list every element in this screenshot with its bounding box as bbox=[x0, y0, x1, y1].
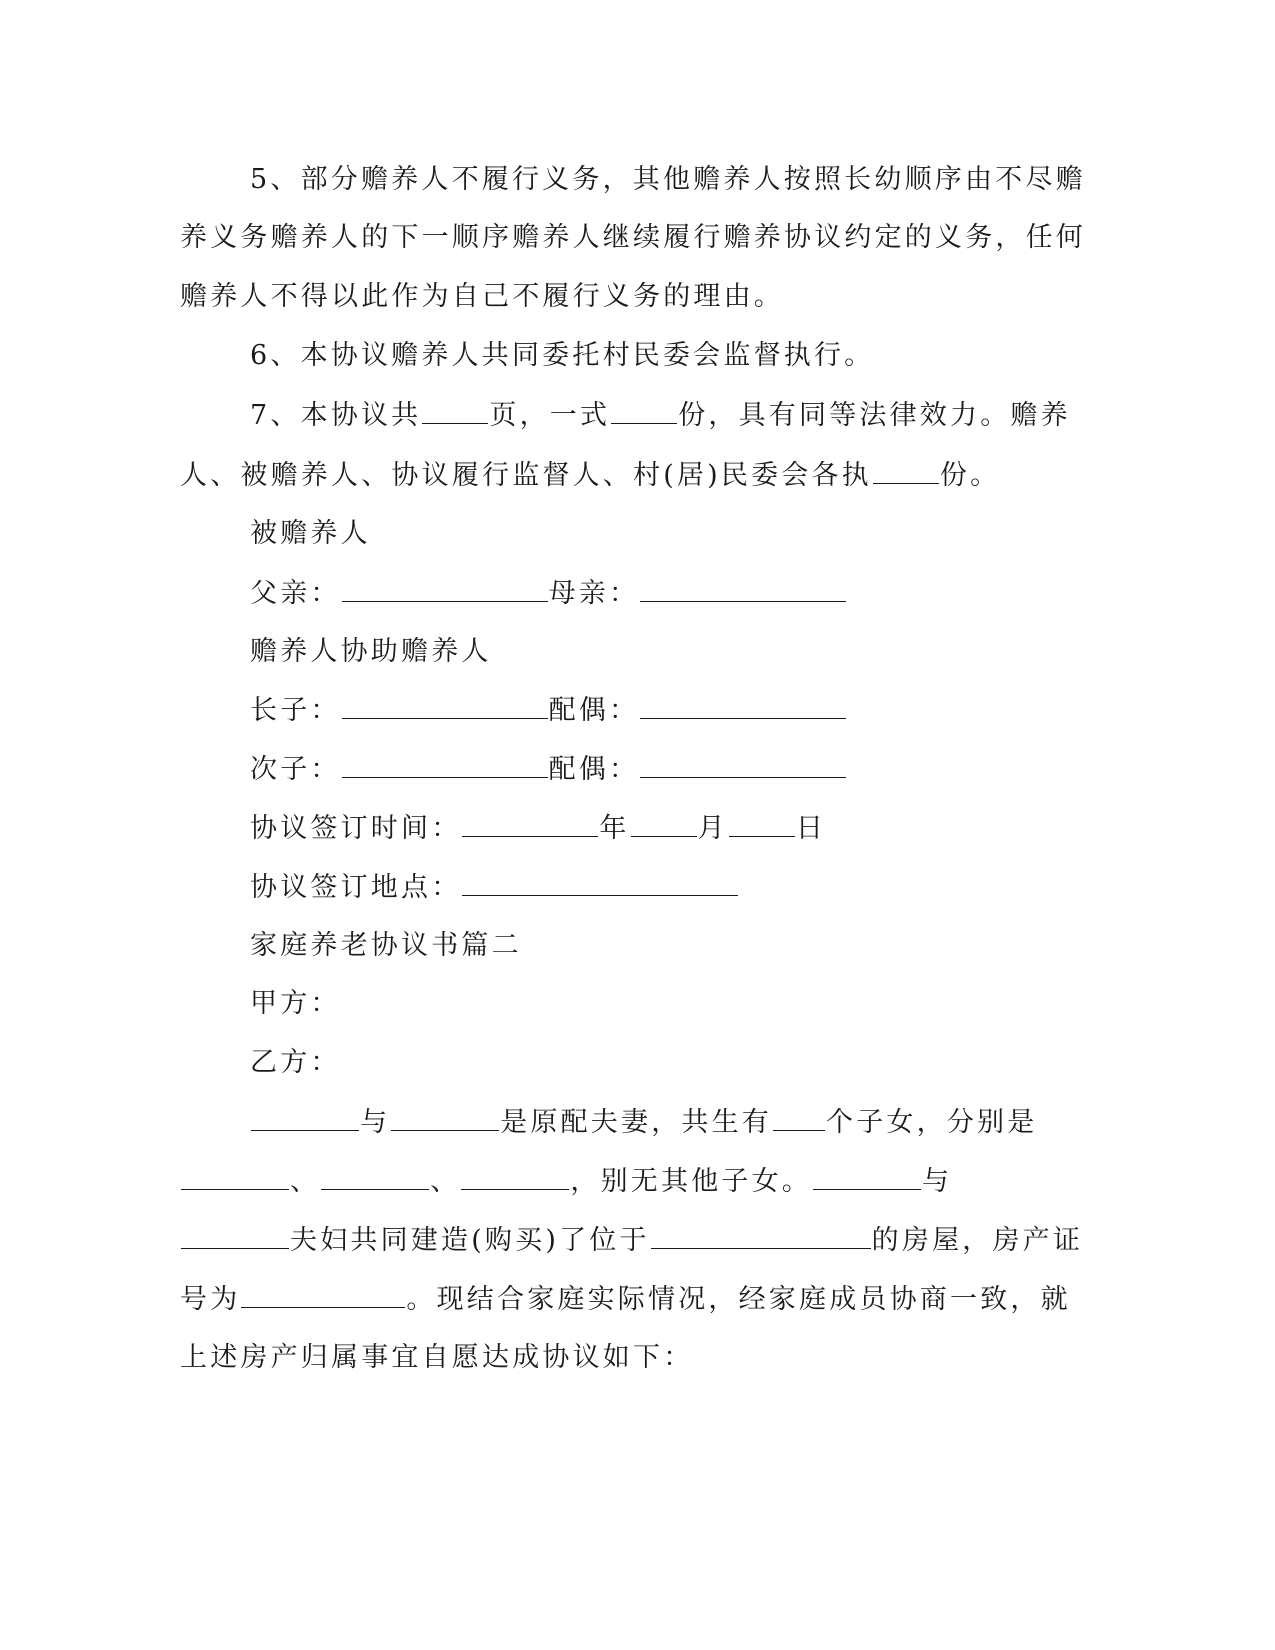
text: 、 bbox=[430, 1166, 461, 1197]
owner-1-blank bbox=[813, 1161, 921, 1190]
text: 上述房产归属事宜自愿达成协议如下： bbox=[180, 1342, 694, 1373]
signing-place-line bbox=[0, 867, 1275, 907]
day-blank bbox=[729, 808, 795, 837]
text: 养义务赡养人的下一顺序赡养人继续履行赡养协议约定的义务，任何 bbox=[180, 222, 1086, 253]
text: 7、本协议共 bbox=[250, 400, 422, 431]
text: 的房屋，房产证 bbox=[871, 1225, 1084, 1256]
text: 日 bbox=[795, 813, 827, 844]
text: 夫妇共同建造(购买)了位于 bbox=[290, 1225, 650, 1256]
text: 个子女，分别是 bbox=[826, 1107, 1038, 1138]
parents-signature-line bbox=[0, 573, 1275, 613]
text: 6、本协议赡养人共同委托村民委会监督执行。 bbox=[250, 340, 875, 371]
text: 、 bbox=[290, 1166, 321, 1197]
child-1-blank bbox=[181, 1161, 289, 1190]
spouse-blank bbox=[640, 749, 846, 778]
text: 与 bbox=[922, 1166, 953, 1197]
text: 号为 bbox=[180, 1284, 241, 1315]
supported-heading bbox=[0, 514, 1275, 554]
text: 赡养人不得以此作为自己不履行义务的理由。 bbox=[180, 281, 784, 312]
mother-blank bbox=[640, 573, 846, 602]
section-title bbox=[0, 926, 1275, 966]
text: 长子： bbox=[250, 695, 341, 726]
text: 乙方： bbox=[250, 1047, 341, 1078]
text: 甲方： bbox=[250, 988, 341, 1019]
child-3-blank bbox=[461, 1161, 569, 1190]
body-line-5 bbox=[0, 1338, 1275, 1378]
party-b bbox=[0, 1043, 1275, 1083]
children-count-blank bbox=[773, 1102, 825, 1131]
text: 赡养人协助赡养人 bbox=[250, 636, 492, 667]
text: 母亲： bbox=[548, 578, 640, 609]
copies-blank bbox=[611, 395, 677, 424]
each-copies-blank bbox=[873, 455, 939, 484]
party-a bbox=[0, 984, 1275, 1024]
eldest-son-blank bbox=[342, 690, 548, 719]
spouse-2-blank bbox=[391, 1102, 499, 1131]
second-son-blank bbox=[342, 749, 548, 778]
body-line-4 bbox=[0, 1279, 1275, 1319]
body-line-2 bbox=[0, 1161, 1275, 1201]
text: 协议签订时间： bbox=[250, 813, 462, 844]
owner-2-blank bbox=[181, 1220, 289, 1249]
text: 人、被赡养人、协议履行监督人、村(居)民委会各执 bbox=[180, 460, 872, 491]
text: 与 bbox=[360, 1107, 391, 1138]
clause-7-line-1 bbox=[0, 395, 1275, 435]
page-count-blank bbox=[422, 395, 488, 424]
text: 5、部分赡养人不履行义务，其他赡养人按照长幼顺序由不尽赡 bbox=[250, 164, 1086, 195]
body-line-1 bbox=[0, 1102, 1275, 1142]
text: 配偶： bbox=[548, 695, 640, 726]
text: 份，具有同等法律效力。赡养 bbox=[678, 400, 1071, 431]
text: 年 bbox=[599, 813, 630, 844]
clause-5-line-2 bbox=[0, 218, 1275, 258]
certificate-number-blank bbox=[241, 1279, 405, 1308]
clause-6 bbox=[0, 336, 1275, 376]
body-line-3 bbox=[0, 1220, 1275, 1260]
text: 。现结合家庭实际情况，经家庭成员协商一致，就 bbox=[406, 1284, 1071, 1315]
text: 次子： bbox=[250, 754, 341, 785]
text: 页，一式 bbox=[489, 400, 611, 431]
text: 是原配夫妻，共生有 bbox=[500, 1107, 773, 1138]
clause-5-line-3 bbox=[0, 277, 1275, 317]
father-blank bbox=[342, 573, 548, 602]
text: 被赡养人 bbox=[250, 518, 371, 549]
spouse-blank bbox=[640, 690, 846, 719]
text: 家庭养老协议书篇二 bbox=[250, 930, 522, 961]
supporters-heading bbox=[0, 632, 1275, 672]
text: 协议签订地点： bbox=[250, 872, 462, 903]
place-blank bbox=[462, 867, 738, 896]
second-son-line bbox=[0, 749, 1275, 789]
month-blank bbox=[631, 808, 697, 837]
house-location-blank bbox=[651, 1220, 871, 1249]
year-blank bbox=[462, 808, 598, 837]
eldest-son-line bbox=[0, 690, 1275, 730]
text: 份。 bbox=[939, 460, 1001, 491]
child-2-blank bbox=[321, 1161, 429, 1190]
text: 月 bbox=[697, 813, 728, 844]
clause-7-line-2 bbox=[0, 455, 1275, 495]
signing-date-line bbox=[0, 808, 1275, 848]
text: 父亲： bbox=[250, 578, 341, 609]
text: ，别无其他子女。 bbox=[570, 1166, 813, 1197]
spouse-1-blank bbox=[251, 1102, 359, 1131]
text: 配偶： bbox=[548, 754, 640, 785]
clause-5-line-1 bbox=[0, 160, 1275, 200]
